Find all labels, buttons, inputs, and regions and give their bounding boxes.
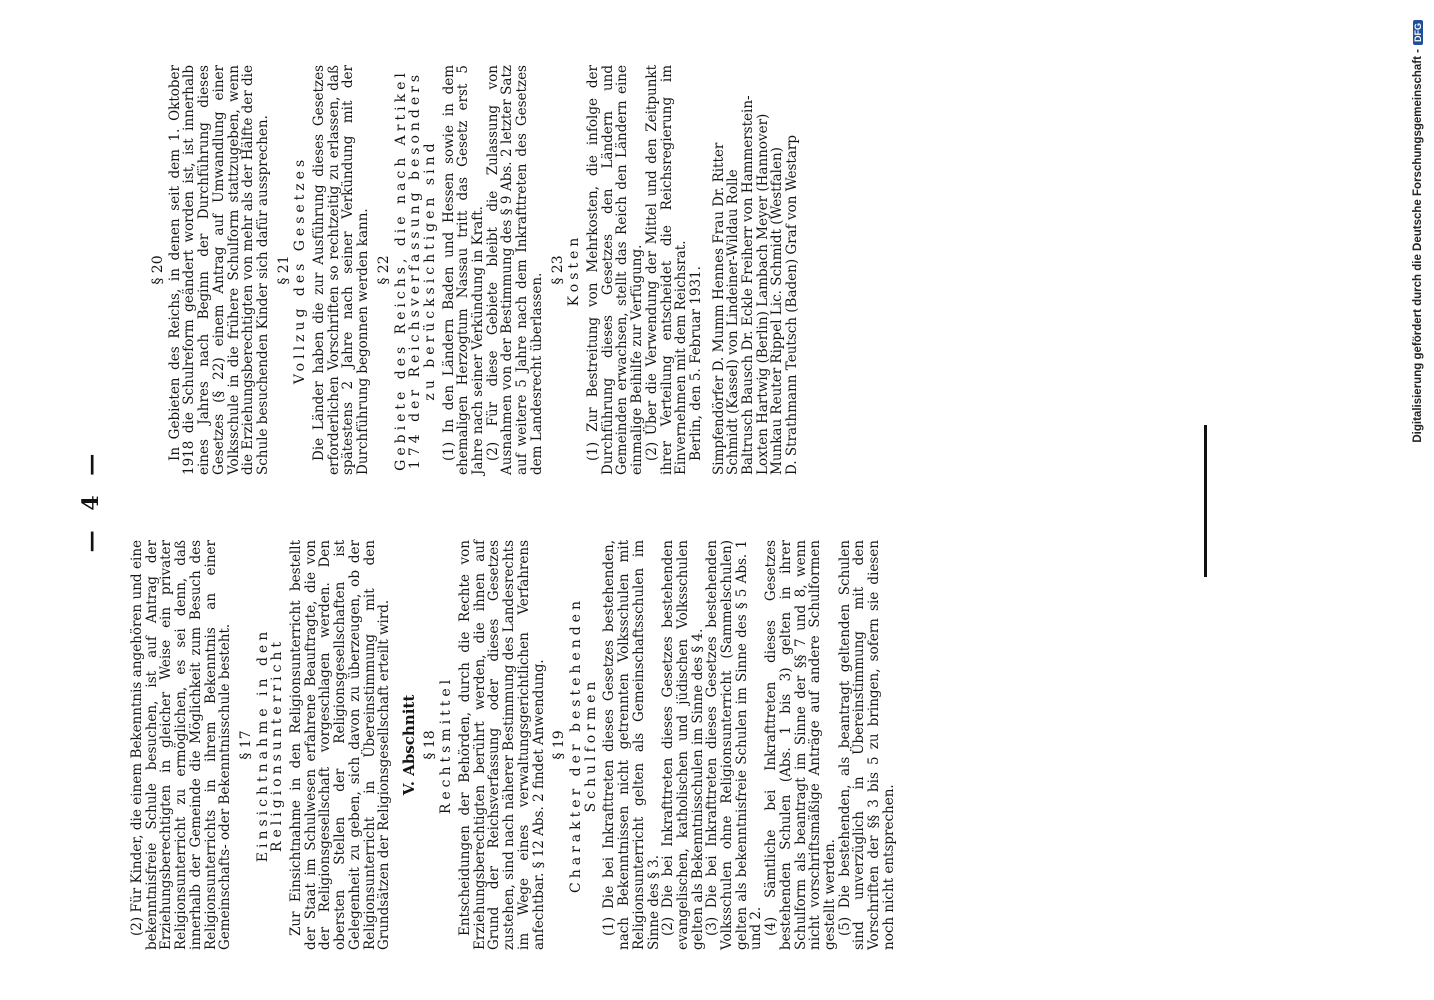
part-v-heading: V. Abschnitt xyxy=(399,694,418,796)
signatories-row: Munkau Reuter Rippel Lic. Schmidt (Westfalen) xyxy=(769,147,786,475)
signatories-row: Loxten Hartwig (Berlin) Lambach Meyer (Hannover) xyxy=(754,113,771,475)
section-23-paragraph-1: (1) Zur Bestreitung von Mehrkosten, die infolge der Durchführung dieses Gesetzes den Ländern und Gemeinden erwachsen, stellt das Reich den Ländern eine einmalige Beihilfe zur Verfügung. xyxy=(584,65,646,475)
section-20-number: § 20 xyxy=(150,255,166,285)
section-23-title: Kosten xyxy=(566,233,583,307)
section-19-title: Charakter der bestehenden Schulformen xyxy=(567,597,599,893)
section-19-paragraph-3: (3) Die bei Inkrafttreten dieses Gesetzes bestehenden Volksschulen ohne Religionsunterricht (Sammelschulen) gelten als bekenntnisfreie Schulen im Sinne des § 5 Abs. 1 und 2. xyxy=(704,540,765,950)
section-23-paragraph-2: (2) Über die Verwendung der Mittel und den Zeitpunkt ihrer Verteilung entscheidet die Reichsregierung im Einvernehmen mit dem Reichsrat. xyxy=(643,65,690,475)
signatories-row: Baltrusch Bausch Dr. Eckle Freiherr von Hammerstein- xyxy=(740,95,757,475)
section-22-paragraph-1: (1) In den Ländern Baden und Hessen sowie in dem ehemaligen Herzogtum Nassau tritt das Gesetz erst 5 Jahre nach seiner Verkündung in Kraft. xyxy=(440,65,487,475)
section-19-paragraph-2: (2) Die bei Inkrafttreten dieses Gesetzes bestehenden evangelischen, katholischen und jüdischen Volksschulen gelten als Bekenntnisschulen im Sinne des § 4. xyxy=(660,540,706,950)
section-19-paragraph-5: (5) Die bestehenden, als beantragt geltenden Schulen sind unverzüglich in Übereinstimmung mit den Vorschriften der §§ 3 bis 5 zu bringen, sofern sie diesen noch nicht entsprechen. xyxy=(836,540,897,950)
section-22-paragraph-2: (2) Für diese Gebiete bleibt die Zulassung von Ausnahmen von der Bestimmung des § 9 Abs. 2 letzter Satz auf weitere 5 Jahre nach dem Inkrafttreten des Gesetzes dem Landesrecht überlassen. xyxy=(484,65,545,475)
section-21-title: Vollzug des Gesetzes xyxy=(292,155,309,385)
column-divider-rule xyxy=(1204,425,1207,577)
section-17-text: Zur Einsichtnahme in den Religionsunterricht bestellt der Staat im Schulwesen erfahrene Beauftragte, die von der Religionsgesellschaft vorgeschlagen werden. Den obersten Stellen der Religionsgesellschaften ist Gelegenheit zu geben, sich davon zu überzeugen, ob der Religionsunterricht in Übereinstimmung mit den Grundsätzen der Religionsgesellschaft erteilt wird. xyxy=(288,540,393,950)
section-21-number: § 21 xyxy=(275,255,292,285)
section-22-number: § 22 xyxy=(375,255,392,285)
section-18-number: § 18 xyxy=(421,730,438,760)
paragraph-intro: (2) Für Kinder, die einem Bekenntnis angehören und eine bekenntnisfreie Schule besuchen, ist auf Antrag der Erziehungsberechtigten in gleicher Weise ein privater Religionsunterricht zu ermöglichen, es sei denn, daß innerhalb der Gemeinde die Möglichkeit zum Besuch des Religionsunterrichts in ihrem Bekenntnis an einer Gemeinschafts- oder Bekenntnisschule besteht. xyxy=(129,540,234,950)
section-17-title: Einsichtnahme in den Religionsunterricht xyxy=(254,627,286,863)
section-17-number: § 17 xyxy=(237,730,254,760)
digitization-credit-text: Digitalisierung gefördert durch die Deutsche Forschungsgemeinschaft - xyxy=(1412,49,1424,443)
section-18-text: Entscheidungen der Behörden, durch die Rechte von Erziehungsberechtigten berührt werden, die ihnen auf Grund der Reichsverfassung oder dieses Gesetzes zustehen, sind nach näherer Bestimmung des Landesrechts im Wege eines verwaltungsgerichtlichen Verfahrens anfechtbar. § 12 Abs. 2 findet Anwendung. xyxy=(457,540,547,950)
section-22-title: Gebiete des Reichs, die nach Artikel 174 der Reichsverfassung besonders zu berücksichtigen sind xyxy=(392,69,438,471)
right-text-column xyxy=(145,65,800,475)
signatories-row: Simpfendörfer D. Mumm Hennes Frau Dr. Ritter xyxy=(710,142,727,475)
section-19-number: § 19 xyxy=(551,730,568,760)
signatories-row: D. Strathmann Teutsch (Baden) Graf von Westarp xyxy=(784,135,801,475)
dfg-logo: DFG xyxy=(1413,20,1423,45)
left-text-column xyxy=(130,540,896,950)
section-19-paragraph-1: (1) Die bei Inkrafttreten dieses Gesetzes bestehenden, nach Bekenntnissen nicht getrennten Volksschulen mit Religionsunterricht gelten als Gemeinschaftsschulen im Sinne des § 3. xyxy=(601,540,662,950)
section-18-title: Rechtsmittel xyxy=(438,675,455,815)
date-line: Berlin, den 5. Februar 1931. xyxy=(687,266,704,461)
signatories-row: Schmidt (Kassel) von Lindeiner-Wildau Rolle xyxy=(725,169,742,475)
section-21-text: Die Länder haben die zur Ausführung dieses Gesetzes erforderlichen Vorschriften so rechtzeitig zu erlassen, daß spätestens 2 Jahre nach seiner Verkündung mit der Durchführung begonnen werden kann. xyxy=(311,65,372,475)
section-19-paragraph-4: (4) Sämtliche bei Inkrafttreten dieses Gesetzes bestehenden Schulen (Abs. 1 bis 3) gelten in ihrer Schulform als beantragt im Sinne der §§ 7 und 8, wenn nicht vorschriftsmäßige Anträge auf andere Schulformen gestellt werden. xyxy=(763,540,838,950)
signatories-list xyxy=(712,65,800,475)
digitization-credit xyxy=(1412,20,1430,990)
section-23-number: § 23 xyxy=(549,255,566,285)
section-20-text: In Gebieten des Reichs, in denen seit dem 1. Oktober 1918 die Schulreform geändert worden ist, ist innerhalb eines Jahres nach Beginn der Durchführung dieses Gesetzes (§ 22) einem Antrag auf Umwandlung einer Volksschule in die frühere Schulform stattzugeben, wenn die Erziehungsberechtigten von mehr als der Hälfte der die Schule besuchenden Kinder sich dafür aussprechen. xyxy=(166,65,271,475)
page-number: — 4 — xyxy=(78,447,104,553)
